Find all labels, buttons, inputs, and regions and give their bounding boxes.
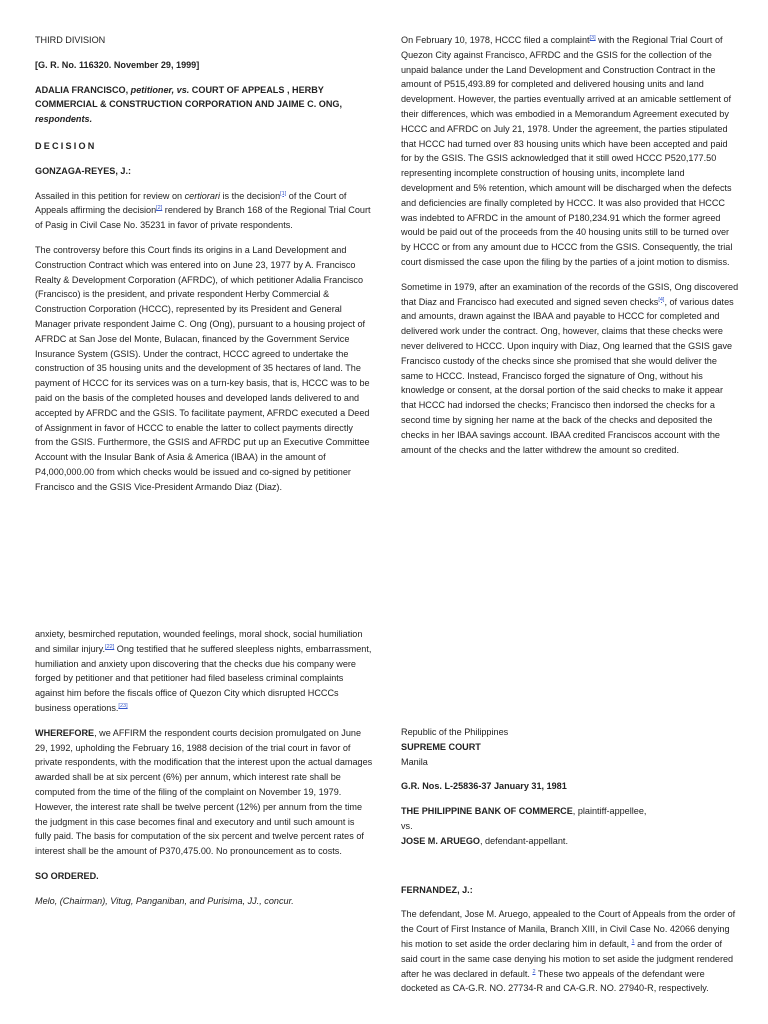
dispositive-paragraph: WHEREFORE, we AFFIRM the respondent courts decision promulgated on June 29, 1992, upholding the February 16, 1988 decision of the trial court in favor of private respondents, with the modification that the interest upon the actual damages awarded shall be at six percent (6%) per annum, which interest rate shall be computed from the time of the filing of the complaint on November 19, 1979. However, the interest rate shall be twelve percent (12%) per annum from the time the judgment in this case becomes final and executory and until such amount is fully paid. The basis for computation of the six percent and twelve percent rates of interest shall be the amount of P370,475.00. No pronouncement as to costs. <box>35 727 373 857</box>
court-city: Manila <box>401 756 428 767</box>
paragraph: anxiety, besmirched reputation, wounded feelings, moral shock, social humiliation and similar injury.[22] Ong testified that he suffered sleepless nights, embarrassment, humiliation and anxiety upon discovering that the checks due his company were forged by petitioner and that petitioner had filed baseless criminal complaints against him before the fiscals office of Quezon City which disrupted HCCCs business operations.[23] <box>35 629 372 713</box>
decision-excerpt-aruego <box>401 725 739 1006</box>
ponente: FERNANDEZ, J.: <box>401 884 473 895</box>
footnote-link[interactable]: [2] <box>156 205 163 212</box>
footnote-link[interactable]: 2 <box>532 968 536 975</box>
respondent-role: respondents. <box>35 114 93 125</box>
paragraph: On February 10, 1978, HCCC filed a complaint[3] with the Regional Trial Court of Quezon City against Francisco, AFRDC and the GSIS for the collection of the unpaid balance under the Land Development and Construction Contract in the amount of P515,493.89 for completed and delivered housing units and land development. However, the parties eventually arrived at an amicable settlement of their differences, which was embodied in a Memorandum Agreement executed by HCCC and AFRDC on July 21, 1978. Under the agreement, the parties stipulated that HCCC had turned over 83 housing units which have been accepted and paid for by the GSIS. The GSIS acknowledged that it still owed HCCC P520,177.50 representing incomplete construction of housing units, incomplete land development and 5% retention, which amount will be discharged when the defects and deficiencies are finally completed by HCCC. It was also provided that HCCC was indebted to AFRDC in the amount of P180,234.91 which the former agreed would be paid out of the proceeds from the 40 housing units still to be turned over by HCCC or from any amount due to HCCC from the GSIS. Consequently, the trial court dismissed the case upon the filing by the parties of a joint motion to dismiss. <box>401 34 733 267</box>
decision-excerpt-francisco <box>35 33 373 505</box>
footnote-link[interactable]: 1 <box>631 938 635 945</box>
gr-number: [G. R. No. 116320. November 29, 1999] <box>35 59 200 70</box>
gr-number: G.R. Nos. L-25836-37 January 31, 1981 <box>401 781 567 792</box>
paragraph: Sometime in 1979, after an examination of the records of the GSIS, Ong discovered that Diaz and Francisco had executed and signed seven checks[4], of various dates and amounts, drawn against the IBAA and payable to HCCC for completed and delivered work under the contract. Ong, however, claims that these checks were never delivered to HCCC. Upon inquiry with Diaz, Ong learned that the GSIS gave Francisco custody of the checks since she promised that she would deliver the same to HCCC. Instead, Francisco forged the signature of Ong, without his knowledge or consent, at the dorsal portion of the said checks to make it appear that HCCC had indorsed the checks; Francisco then indorsed the checks for a second time by signing her name at the back of the checks and deposited the checks in her IBAA savings account. IBAA credited Franciscos account with the amount of the checks and the latter withdrew the amount so credited. <box>401 281 739 455</box>
footnote-link[interactable]: [22] <box>105 643 115 650</box>
republic-label: Republic of the Philippines <box>401 727 509 737</box>
petitioner-name: ADALIA FRANCISCO, <box>35 84 131 95</box>
footnote-link[interactable]: [4] <box>658 296 665 303</box>
paragraph: The defendant, Jose M. Aruego, appealed to the Court of Appeals from the order of the Court of First Instance of Manila, Branch XIII, in Civil Case No. 42066 denying his motion to set aside the order declaring him in default, $^1$ and from the order of said court in the same case denying his motion to set aside the judgment rendered after he was declared in default. $^2$ These two appeals of the defendant were docketed as CA-G.R. NO. 27734-R and CA-G.R. NO. 27940-R, respectively. <box>401 909 736 994</box>
division-label: THIRD DIVISION <box>35 35 106 45</box>
case-parties <box>35 83 373 127</box>
defendant-line: JOSE M. ARUEGO, defendant-appellant. <box>401 835 568 846</box>
decision-excerpt-facts <box>401 33 739 467</box>
concurrence: Melo, (Chairman), Vitug, Panganiban, and Purisima, JJ., concur. <box>35 895 294 906</box>
footnote-link[interactable]: [23] <box>118 702 128 709</box>
ponente: GONZAGA-REYES, J.: <box>35 165 131 176</box>
respondent-names: COURT OF APPEALS , HERBY COMMERCIAL & CONSTRUCTION CORPORATION AND JAIME C. ONG, <box>35 84 342 110</box>
versus-label: vs. <box>401 820 413 831</box>
footnote-link[interactable]: [3] <box>589 34 596 41</box>
court-name: SUPREME COURT <box>401 741 481 752</box>
so-ordered: SO ORDERED. <box>35 870 99 881</box>
decision-heading: DECISION <box>35 140 97 151</box>
decision-excerpt-disposition <box>35 627 373 919</box>
footnote-link[interactable]: [1] <box>280 190 287 197</box>
plaintiff-line: THE PHILIPPINE BANK OF COMMERCE, plaintiff-appellee, <box>401 806 647 817</box>
petitioner-role: petitioner, vs. <box>130 84 190 95</box>
paragraph: Assailed in this petition for review on certiorari is the decision[1] of the Court of Appeals affirming the decision[2] rendered by Branch 168 of the Regional Trial Court of Pasig in Civil Case No. 35231 in favor of private respondents. <box>35 190 371 231</box>
paragraph: The controversy before this Court finds its origins in a Land Development and Construction Contract which was entered into on June 23, 1977 by A. Francisco Realty & Development Corporation (AFRDC), of which petitioner Adalia Francisco (Francisco) is the president, and private respondent Herby Commercial & Construction Corporation (HCCC), represented by its President and General Manager private respondent Jaime C. Ong (Ong), pursuant to a housing project of AFRDC at San Jose del Monte, Bulacan, financed by the Government Service Insurance System (GSIS). Under the contract, HCCC agreed to undertake the construction of 35 housing units and the development of 35 hectares of land. The payment of HCCC for its services was on a turn-key basis, that is, HCCC was to be paid on the basis of the completed houses and developed lands delivered to and accepted by AFRDC and the GSIS. To facilitate payment, AFRDC executed a Deed of Assignment in favor of HCCC to enable the latter to collect payments directly from the GSIS. Furthermore, the GSIS and AFRDC put up an Executive Committee Account with the Insular Bank of Asia & America (IBAA) in the amount of P4,000,000.00 from which checks would be issued and co-signed by petitioner Francisco and the GSIS Vice-President Armando Diaz (Diaz). <box>35 244 370 492</box>
